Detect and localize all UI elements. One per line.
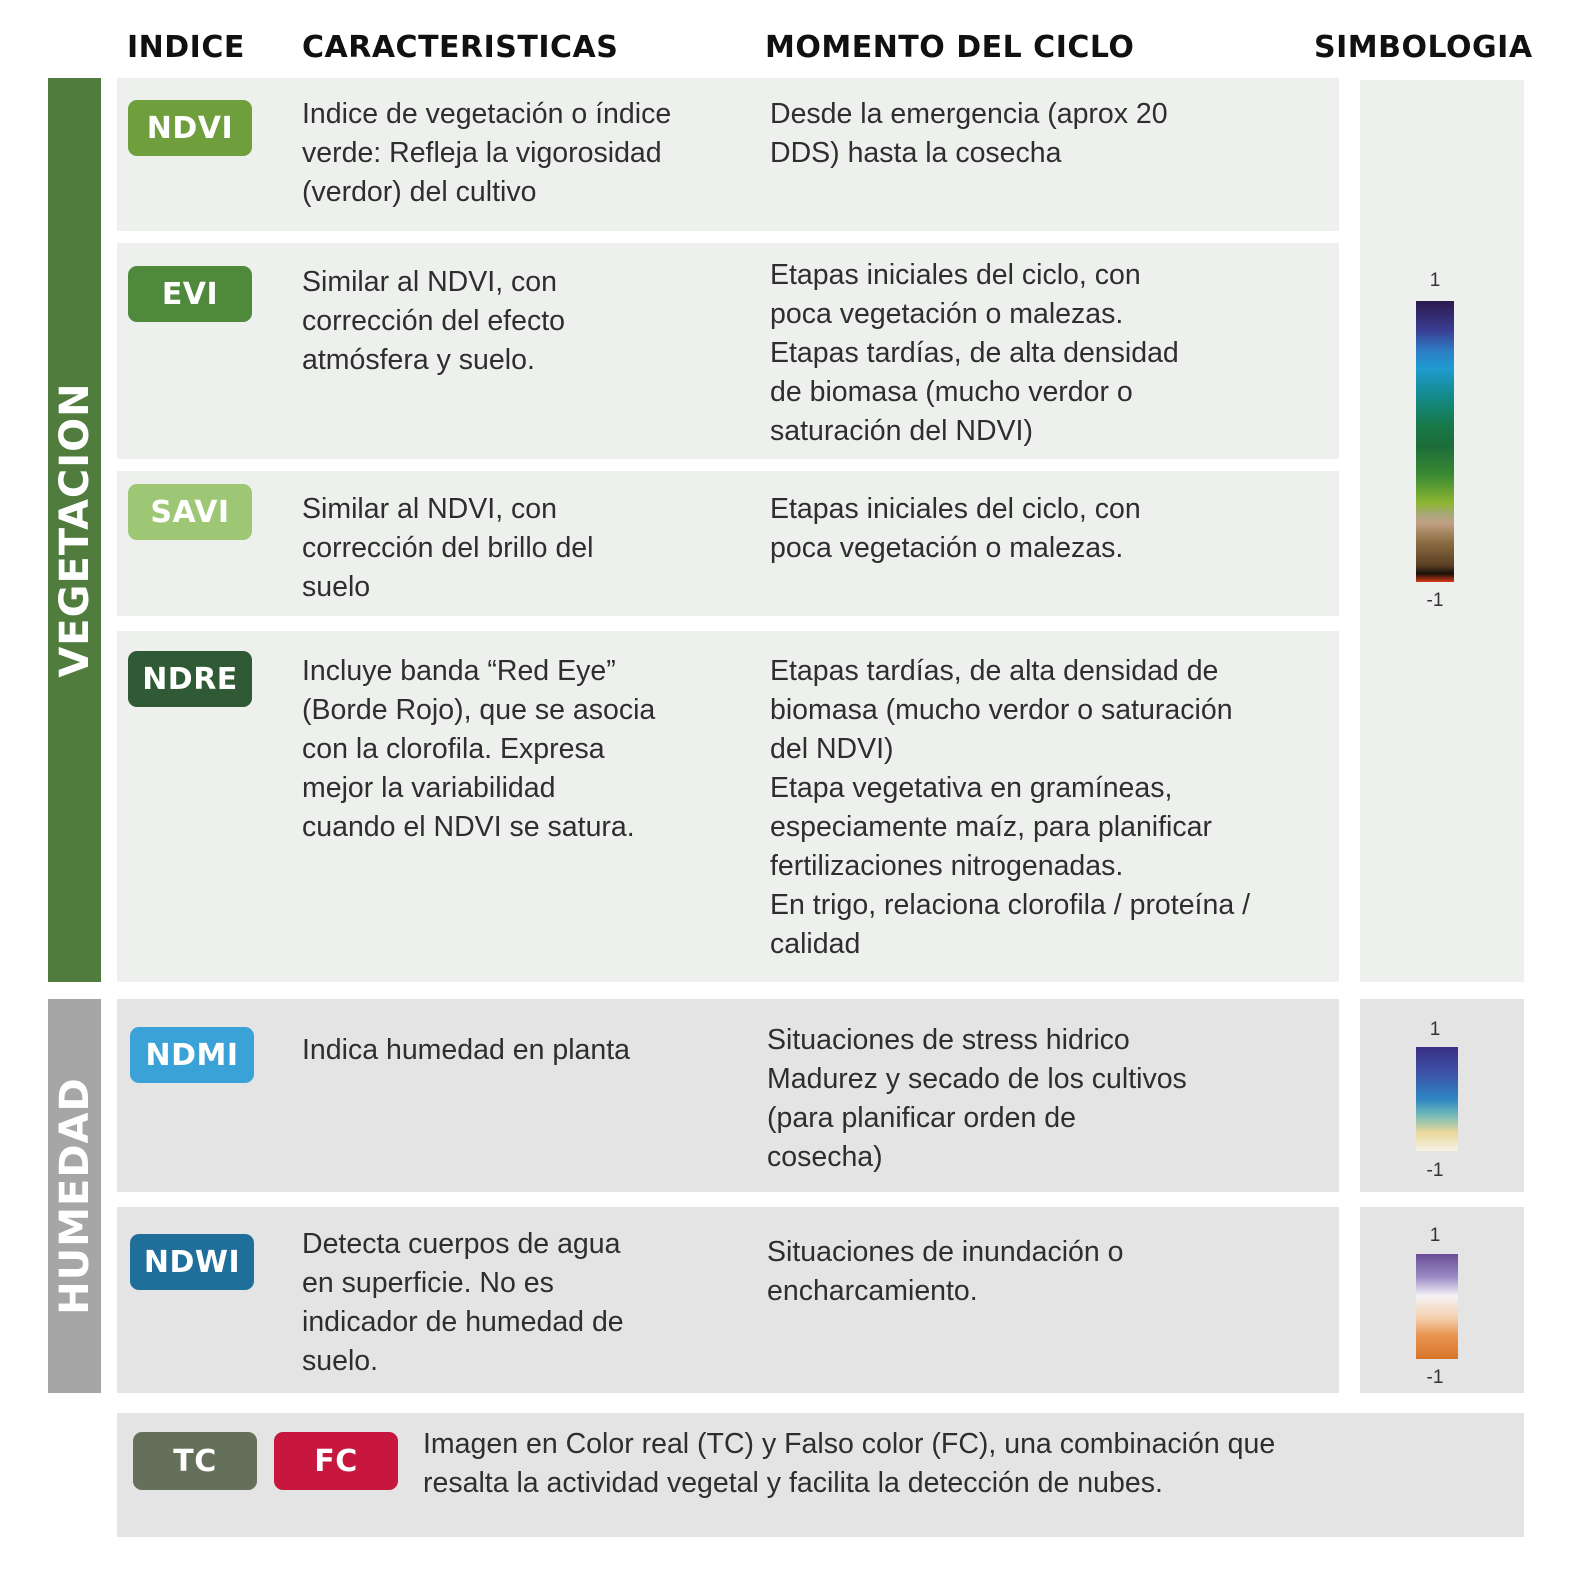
badge-ndre: NDRE [128, 651, 252, 707]
ndvi-caracteristicas-line: (verdor) del cultivo [302, 176, 537, 208]
group-vegetacion [48, 78, 101, 982]
evi-momento [770, 256, 1179, 451]
legend-ndwi-min: -1 [1426, 1367, 1444, 1388]
legend-ndwi-ramp [1416, 1254, 1458, 1359]
legend-vegetation-max: 1 [1429, 270, 1441, 291]
evi-momento-line: poca vegetación o malezas. [770, 298, 1124, 330]
evi-momento-line: saturación del NDVI) [770, 415, 1033, 447]
ndmi-momento [767, 1021, 1187, 1177]
ndwi-momento-line: encharcamiento. [767, 1275, 978, 1307]
savi-caracteristicas-line: Similar al NDVI, con [302, 493, 557, 525]
legend-ndmi-max: 1 [1429, 1019, 1441, 1040]
header-caracteristicas: CARACTERISTICAS [302, 30, 619, 65]
ndre-caracteristicas-line: Incluye banda “Red Eye” [302, 655, 616, 687]
evi-momento-line: Etapas iniciales del ciclo, con [770, 259, 1141, 291]
ndre-momento-line: especiamente maíz, para planificar [770, 811, 1212, 843]
savi-caracteristicas [302, 490, 593, 607]
ndwi-caracteristicas-line: suelo. [302, 1345, 379, 1377]
ndvi-caracteristicas-line: verde: Refleja la vigorosidad [302, 137, 662, 169]
ndre-momento-line: En trigo, relaciona clorofila / proteína / [770, 889, 1251, 921]
header-indice: INDICE [127, 30, 245, 65]
ndmi-momento-line: (para planificar orden de [767, 1102, 1076, 1134]
badge-ndwi: NDWI [130, 1234, 254, 1290]
ndwi-caracteristicas-line: indicador de humedad de [302, 1306, 624, 1338]
legend-ndwi-max: 1 [1429, 1225, 1441, 1246]
evi-caracteristicas-line: Similar al NDVI, con [302, 266, 557, 298]
ndvi-momento-line: DDS) hasta la cosecha [770, 137, 1062, 169]
legend-vegetation-min: -1 [1426, 590, 1444, 611]
evi-caracteristicas [302, 263, 565, 380]
ndvi-caracteristicas-line: Indice de vegetación o índice [302, 98, 672, 130]
legend-ndmi-min: -1 [1426, 1160, 1444, 1181]
ndmi-caracteristicas [302, 1031, 630, 1070]
footer-text [423, 1425, 1275, 1503]
ndre-momento-line: calidad [770, 928, 861, 960]
legend-ndmi-ramp [1416, 1047, 1458, 1151]
ndvi-momento-line: Desde la emergencia (aprox 20 [770, 98, 1168, 130]
badge-ndvi: NDVI [128, 100, 252, 156]
badge-ndmi: NDMI [130, 1027, 254, 1083]
group-humedad-label: HUMEDAD [51, 1077, 98, 1315]
ndre-momento-line: del NDVI) [770, 733, 894, 765]
header-momento: MOMENTO DEL CICLO [765, 30, 1135, 65]
row-savi [117, 471, 1339, 616]
badge-fc: FC [274, 1432, 398, 1490]
ndmi-momento-line: Madurez y secado de los cultivos [767, 1063, 1187, 1095]
ndmi-momento-line: cosecha) [767, 1141, 883, 1173]
header-simbologia: SIMBOLOGIA [1314, 30, 1533, 65]
savi-momento-line: Etapas iniciales del ciclo, con [770, 493, 1141, 525]
ndre-momento-line: Etapas tardías, de alta densidad de [770, 655, 1219, 687]
ndre-caracteristicas-line: mejor la variabilidad [302, 772, 556, 804]
ndre-momento [770, 652, 1250, 964]
ndre-momento-line: fertilizaciones nitrogenadas. [770, 850, 1124, 882]
ndre-momento-line: Etapa vegetativa en gramíneas, [770, 772, 1173, 804]
badge-savi: SAVI [128, 484, 252, 540]
group-humedad [48, 999, 101, 1393]
evi-caracteristicas-line: corrección del efecto [302, 305, 565, 337]
ndwi-caracteristicas [302, 1225, 624, 1381]
ndwi-momento-line: Situaciones de inundación o [767, 1236, 1124, 1268]
evi-momento-line: de biomasa (mucho verdor o [770, 376, 1133, 408]
evi-momento-line: Etapas tardías, de alta densidad [770, 337, 1179, 369]
ndre-caracteristicas-line: cuando el NDVI se satura. [302, 811, 635, 843]
group-vegetacion-label: VEGETACION [51, 382, 98, 678]
ndre-caracteristicas-line: con la clorofila. Expresa [302, 733, 605, 765]
footer-text-line: Imagen en Color real (TC) y Falso color (FC), una combinación que [423, 1428, 1276, 1460]
ndwi-caracteristicas-line: en superficie. No es [302, 1267, 554, 1299]
ndre-momento-line: biomasa (mucho verdor o saturación [770, 694, 1233, 726]
ndvi-caracteristicas [302, 95, 671, 212]
savi-caracteristicas-line: suelo [302, 571, 371, 603]
legend-vegetation-ramp [1416, 301, 1454, 582]
footer-text-line: resalta la actividad vegetal y facilita la detección de nubes. [423, 1467, 1163, 1499]
ndmi-momento-line: Situaciones de stress hidrico [767, 1024, 1130, 1056]
badge-evi: EVI [128, 266, 252, 322]
savi-caracteristicas-line: corrección del brillo del [302, 532, 594, 564]
savi-momento-line: poca vegetación o malezas. [770, 532, 1124, 564]
savi-momento [770, 490, 1141, 568]
ndwi-caracteristicas-line: Detecta cuerpos de agua [302, 1228, 621, 1260]
badge-tc: TC [133, 1432, 257, 1490]
ndre-caracteristicas [302, 652, 655, 847]
ndwi-momento [767, 1233, 1124, 1311]
ndre-caracteristicas-line: (Borde Rojo), que se asocia [302, 694, 656, 726]
row-ndwi [117, 1207, 1339, 1393]
evi-caracteristicas-line: atmósfera y suelo. [302, 344, 535, 376]
ndvi-momento [770, 95, 1168, 173]
ndmi-caracteristicas-line: Indica humedad en planta [302, 1034, 631, 1066]
